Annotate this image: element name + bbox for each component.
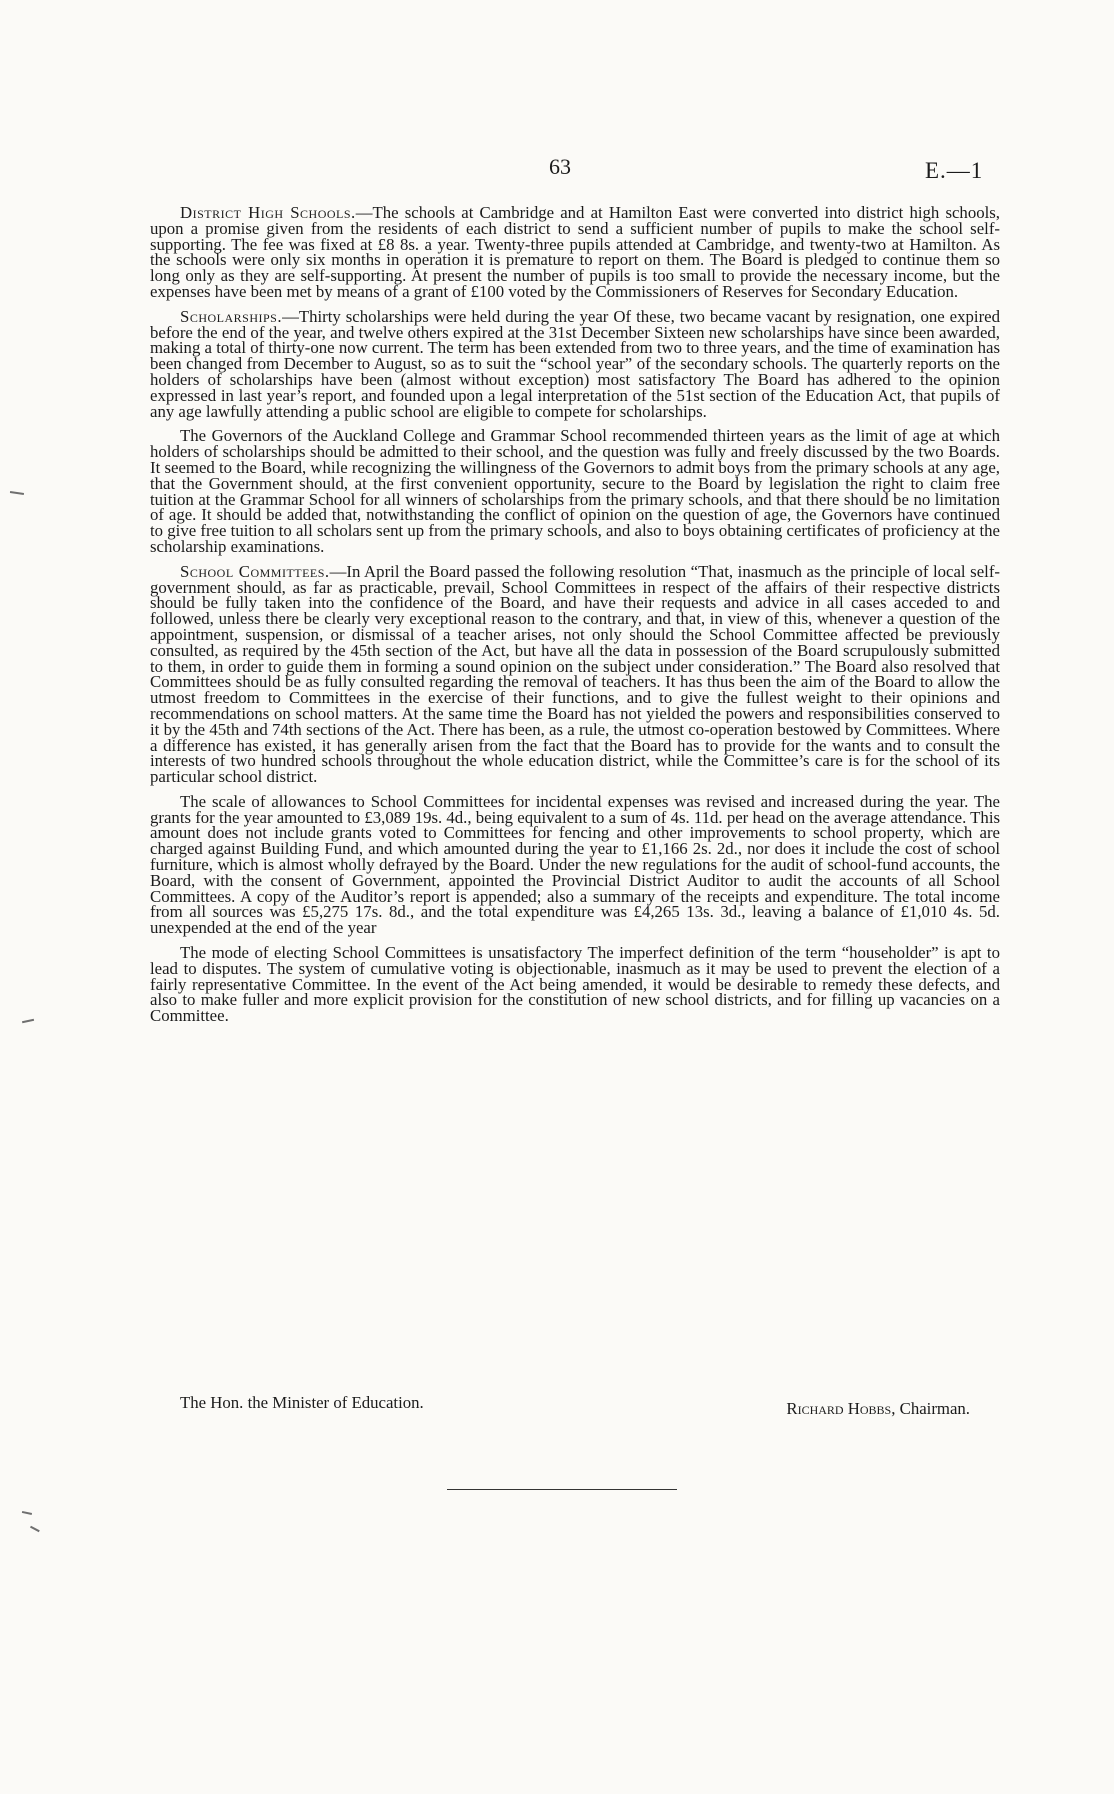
paragraph-electing-committees xyxy=(150,945,1000,1024)
body-text xyxy=(150,205,1000,1033)
signoff xyxy=(150,1393,1000,1417)
scan-speck xyxy=(10,491,24,494)
paragraph-text: —The schools at Cambridge and at Hamilton East were converted into district high schools, upon a promise given from the residents of each district to send a sufficient number of pupils to make the school self-supporting. The fee was fixed at £8 8s. a year. Twenty-three pupils attended at Cambridge, and twenty-two at Hamilton. As the schools were only six months in operation it is premature to report on them. The Board is pledged to continue them so long only as they are self-supporting. At present the number of pupils is too small to provide the necessary income, but the expenses have been met by means of a grant of £100 voted by the Commissioners of Reserves for Secondary Education. xyxy=(150,203,1000,301)
scan-speck xyxy=(22,1019,34,1023)
document-reference: E.—1 xyxy=(925,158,984,183)
paragraph-text: The mode of electing School Committees is unsatisfactory The imperfect definition of the term “householder” is apt to lead to disputes. The system of cumulative voting is objectionable, inasmuch as it may be used to prevent the election of a fairly representative Committee. In the event of the Act being amended, it would be desirable to remedy these defects, and also to make fuller and more explicit provision for the constitution of new school districts, and for filling up vacancies on a Committee. xyxy=(150,943,1000,1026)
paragraph-text: The scale of allowances to School Committees for incidental expenses was revised and increased during the year. The grants for the year amounted to £3,089 19s. 4d., being equivalent to a sum of 4s. 11d. per head on the average attendance. This amount does not include grants voted to Committees for fencing and other improvements to school property, which are charged against Building Fund, and which amounted during the year to £1,166 2s. 2d., nor does it include the cost of school furniture, which is almost wholly defrayed by the Board. Under the new regulations for the audit of school-fund accounts, the Board, with the consent of Government, appointed the Provincial District Auditor to audit the accounts of all School Committees. A copy of the Auditor’s report is appended; also a summary of the receipts and expenditure. The total income from all sources was £5,275 17s. 8d., and the total expenditure was £4,265 13s. 3d., leaving a balance of £1,010 4s. 5d. unexpended at the end of the year xyxy=(150,791,1001,938)
page-number: 63 xyxy=(549,154,571,179)
closing-rule xyxy=(447,1489,677,1490)
paragraph-allowances xyxy=(150,791,1001,938)
paragraph-heading: District High Schools. xyxy=(180,203,356,222)
paragraph-text: The Governors of the Auckland College and Grammar School recommended thirteen years as the limit of age at which holders of scholarships should be admitted to their school, and the question was fully and freely discussed by the two Boards. It seemed to the Board, while recognizing the willingness of the Governors to admit boys from the primary schools at any age, that the Government should, at the first convenient opportunity, secure to the Board by legislation the right to claim free tuition at the Grammar School for all winners of scholarships from the primary schools, and that there should be no limitation of age. It should be added that, notwithstanding the conflict of opinion on the question of age, the Governors have continued to give free tuition to all scholars sent up from the primary schools, and also to boys obtaining certificates of proficiency at the scholarship examinations. xyxy=(150,426,1000,556)
paragraph-text: —In April the Board passed the following resolution “That, inasmuch as the principle of local self-government should, as far as practicable, prevail, School Committees in respect of the affairs of their respective districts should be fully taken into the confidence of the Board, and have their requests and advice in all cases acceded to and followed, unless there be clearly very exceptional reason to the contrary, and that, in view of this, whenever a question of the appointment, suspension, or dismissal of a teacher arises, not only should the School Committee affected be previously consulted, as required by the 45th section of the Act, but have all the data in possession of the Board scrupulously submitted to them, in order to guide them in forming a sound opinion on the subject under consideration.” The Board also resolved that Committees should be as fully consulted regarding the removal of teachers. It has thus been the aim of the Board to allow the utmost freedom to Committees in the exercise of their functions, and to give the fullest weight to their opinions and recommendations on school matters. At the same time the Board has not yielded the powers and responsibilities conserved to it by the 45th and 74th sections of the Act. There has been, as a rule, the utmost co-operation bestowed by Committees. Where a difference has existed, it has generally arisen from the fact that the Board has to provide for the wants and to consult the interests of two hundred schools throughout the whole education district, while the Committee’s care is for the school of its particular school district. xyxy=(150,561,1000,787)
signatory-name: Richard Hobbs xyxy=(786,1399,892,1418)
paragraph-district-high-schools xyxy=(150,205,1000,300)
paragraph-text: —Thirty scholarships were held during the year Of these, two became vacant by resignation, one expired before the end of the year, and twelve others expired at the 31st December Sixteen new scholarships have since been awarded, making a total of thirty-one now current. The term has been extended from two to three years, and the time of examination has been changed from December to August, so as to suit the “school year” of the secondary schools. The quarterly reports on the holders of scholarships have been (almost without exception) most satisfactory The Board has adhered to the opinion expressed in last year’s report, and founded upon a legal interpretation of the 51st section of the Education Act, that pupils of any age lawfully attending a public school are eligible to compete for scholarships. xyxy=(150,306,1000,421)
paragraph-heading: Scholarships. xyxy=(180,306,283,326)
scan-speck xyxy=(30,1526,40,1532)
addressee: The Hon. the Minister of Education. xyxy=(180,1393,424,1412)
scan-speck xyxy=(22,1511,32,1515)
signature xyxy=(786,1399,970,1419)
paragraph-scholarships xyxy=(150,306,1000,421)
paragraph-school-committees xyxy=(150,561,1000,787)
paragraph-governors-recommendation xyxy=(150,428,1000,554)
paragraph-heading: School Committees. xyxy=(180,561,330,581)
signatory-title: , Chairman. xyxy=(891,1399,970,1418)
